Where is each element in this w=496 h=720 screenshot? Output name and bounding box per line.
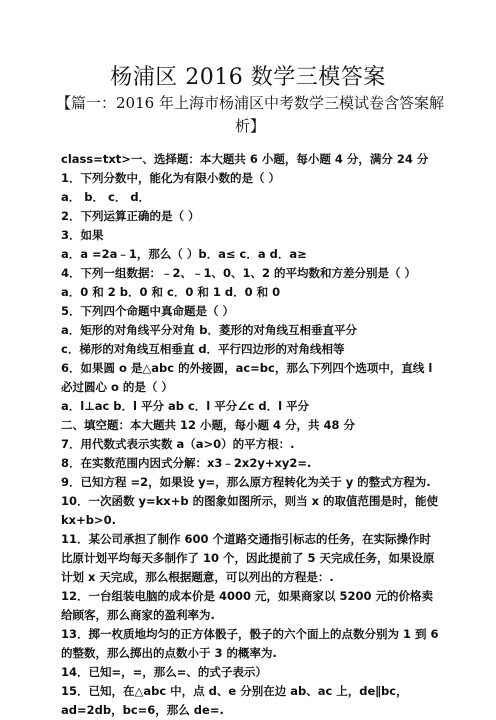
text-line: 6．如果圆 o 是△abc 的外接圆，ac=bc，那么下列四个选项中，直线 l 必过圆心 o 的是（ ）: [61, 361, 433, 394]
text-line: 11．某公司承担了制作 600 个道路交通指引标志的任务，在实际操作时比原计划平均每天多制作了 10 个，因此提前了 5 天完成任务，如果设原计划 x 天完成，那么根据题意，可以列出的方程是：.: [61, 532, 435, 584]
text-line: 7．用代数式表示实数 a（a>0）的平方根：.: [61, 437, 295, 451]
text-line: class=txt>一、选择题：本大题共 6 小题，每小题 4 分，满分 24 分: [61, 152, 429, 166]
text-line: a．0 和 2 b．0 和 c．0 和 1 d．0 和 0: [61, 285, 281, 299]
text-line: a．矩形的对角线平分对角 b．菱形的对角线互相垂直平分: [61, 323, 357, 337]
text-line: 15．已知，在△abc 中，点 d、e 分别在边 ab、ac 上，de∥bc，ad=2db，bc=6，那么 de=.: [61, 684, 408, 717]
text-line: a．a =2a﹣1，那么（ ）b．a≤ c．a d．a≥: [61, 247, 307, 261]
text-line: 8．在实数范围内因式分解：x3﹣2x2y+xy2=.: [61, 456, 312, 470]
text-line: c．梯形的对角线互相垂直 d．平行四边形的对角线相等: [61, 342, 345, 356]
text-line: 10．一次函数 y=kx+b 的图象如图所示，则当 x 的取值范围是时，能使 kx+b>0.: [61, 494, 438, 527]
text-line: 3．如果: [61, 228, 104, 242]
text-line: 5．下列四个命题中真命题是（ ）: [61, 304, 235, 318]
text-line: 9．已知方程 =2，如果设 y=，那么原方程转化为关于 y 的整式方程为.: [61, 475, 431, 489]
text-line: 13．掷一枚质地均匀的正方体骰子，骰子的六个面上的点数分别为 1 到 6 的整数，那么掷出的点数小于 3 的概率为.: [61, 627, 439, 660]
text-line: a． b． c． d．: [61, 190, 151, 204]
text-line: 2．下列运算正确的是（ ）: [61, 209, 200, 223]
text-line: a．l⊥ac b．l 平分 ab c．l 平分∠c d．l 平分: [61, 399, 310, 413]
document-subtitle: 【篇一：2016 年上海市杨浦区中考数学三模试卷含答案解析】: [56, 94, 444, 135]
document-title: 杨浦区 2016 数学三模答案: [110, 65, 386, 90]
text-line: 1．下列分数中，能化为有限小数的是（ ）: [61, 171, 281, 185]
document-body: [61, 150, 441, 720]
text-line: 14．已知=，=，那么=、的式子表示）: [61, 665, 267, 679]
text-line: 12．一台组装电脑的成本价是 4000 元，如果商家以 5200 元的价格卖给顾客，那么商家的盈利率为.: [61, 589, 434, 622]
text-line: 二、填空题：本大题共 12 小题，每小题 4 分，共 48 分: [61, 418, 356, 432]
text-line: 4．下列一组数据：﹣2、﹣1、0、1、2 的平均数和方差分别是（ ）: [61, 266, 417, 280]
